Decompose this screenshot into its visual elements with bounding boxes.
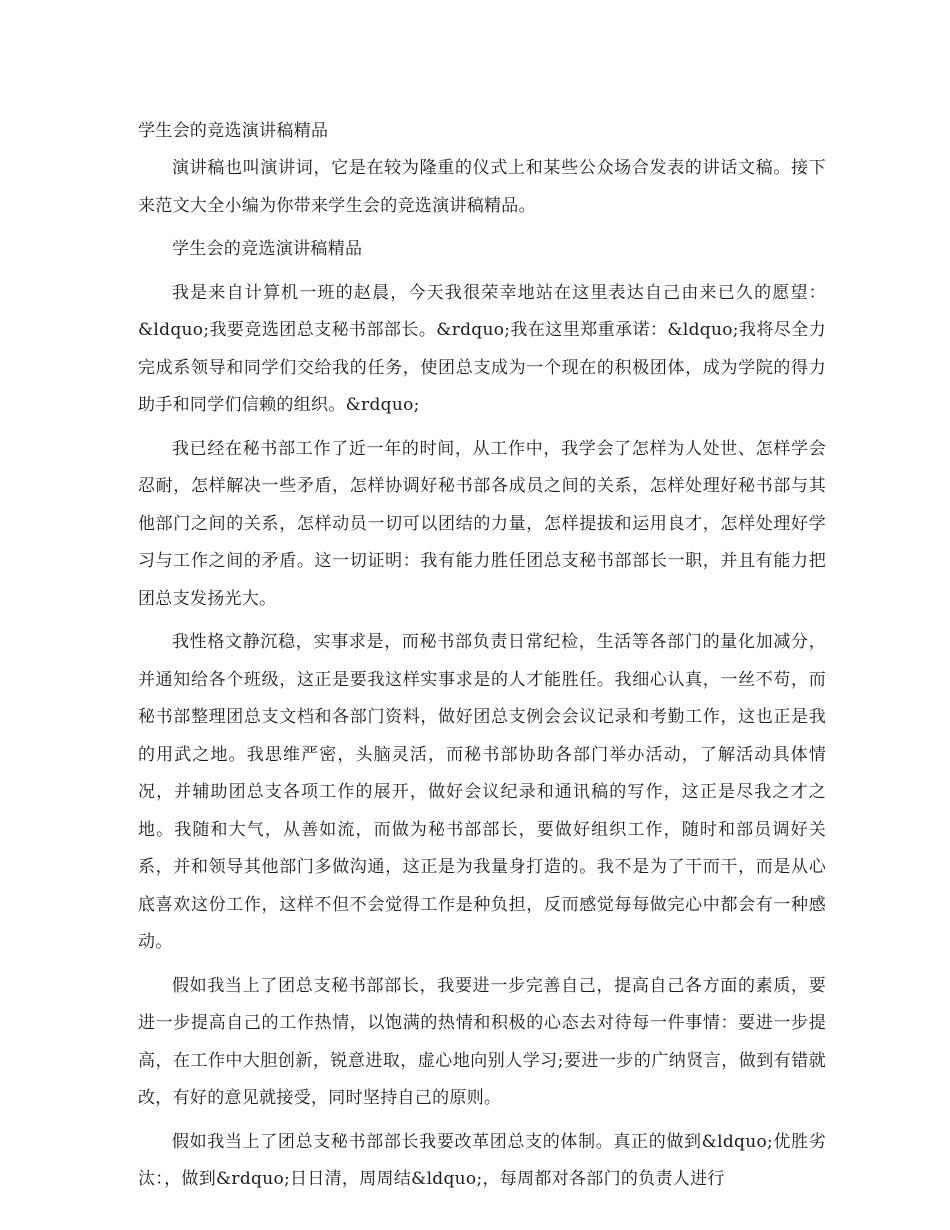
paragraph-personality: 我性格文静沉稳，实事求是，而秘书部负责日常纪检，生活等各部门的量化加减分，并通知给各个班级，这正是要我这样实事求是的人才能胜任。我细心认真，一丝不苟，而秘书部整理团总支文档和各部门资料，做好团总支例会会议记录和考勤工作，这也正是我的用武之地。我思维严密，头脑灵活，而秘书部协助各部门举办活动，了解活动具体情况，并辅助团总支各项工作的展开，做好会议纪录和通讯稿的写作，这正是尽我之才之地。我随和大气，从善如流，而做为秘书部部长，要做好组织工作，随时和部员调好关系，并和领导其他部门多做沟通，这正是为我量身打造的。我不是为了干而干，而是从心底喜欢这份工作，这样不但不会觉得工作是种负担，反而感觉每每做完心中都会有一种感动。: [138, 632, 826, 952]
document-body: [138, 116, 826, 1199]
paragraph-reform: 假如我当上了团总支秘书部部长我要改革团总支的体制。真正的做到&ldquo;优胜劣汰：，做到&rdquo;日日清，周周结&ldquo;，每周都对各部门的负责人进行: [138, 1131, 826, 1189]
paragraph-subtitle: 学生会的竞选演讲稿精品: [172, 239, 363, 259]
paragraph-experience: 我已经在秘书部工作了近一年的时间，从工作中，我学会了怎样为人处世、怎样学会忍耐，怎样解决一些矛盾，怎样协调好秘书部各成员之间的关系，怎样处理好秘书部与其他部门之间的关系，怎样动员一切可以团结的力量，怎样提拔和运用良才，怎样处理好学习与工作之间的矛盾。这一切证明：我有能力胜任团总支秘书部部长一职，并且有能力把团总支发扬光大。: [138, 438, 826, 609]
paragraph-self-introduction: 我是来自计算机一班的赵晨，今天我很荣幸地站在这里表达自己由来已久的愿望：&ldquo;我要竞选团总支秘书部部长。&rdquo;我在这里郑重承诺：&ldquo;我将尽全力完成系领导和同学们交给我的任务，使团总支成为一个现在的积极团体，成为学院的得力助手和同学们信赖的组织。&rdquo;: [138, 282, 826, 415]
paragraph-intro: 演讲稿也叫演讲词，它是在较为隆重的仪式上和某些公众场合发表的讲话文稿。接下来范文大全小编为你带来学生会的竞选演讲稿精品。: [138, 158, 826, 216]
document-title: 学生会的竞选演讲稿精品: [138, 121, 329, 141]
paragraph-plans: 假如我当上了团总支秘书部部长，我要进一步完善自己，提高自己各方面的素质，要进一步提高自己的工作热情，以饱满的热情和积极的心态去对待每一件事情：要进一步提高，在工作中大胆创新，锐意进取，虚心地向别人学习;要进一步的广纳贤言，做到有错就改，有好的意见就接受，同时坚持自己的原则。: [138, 975, 826, 1108]
